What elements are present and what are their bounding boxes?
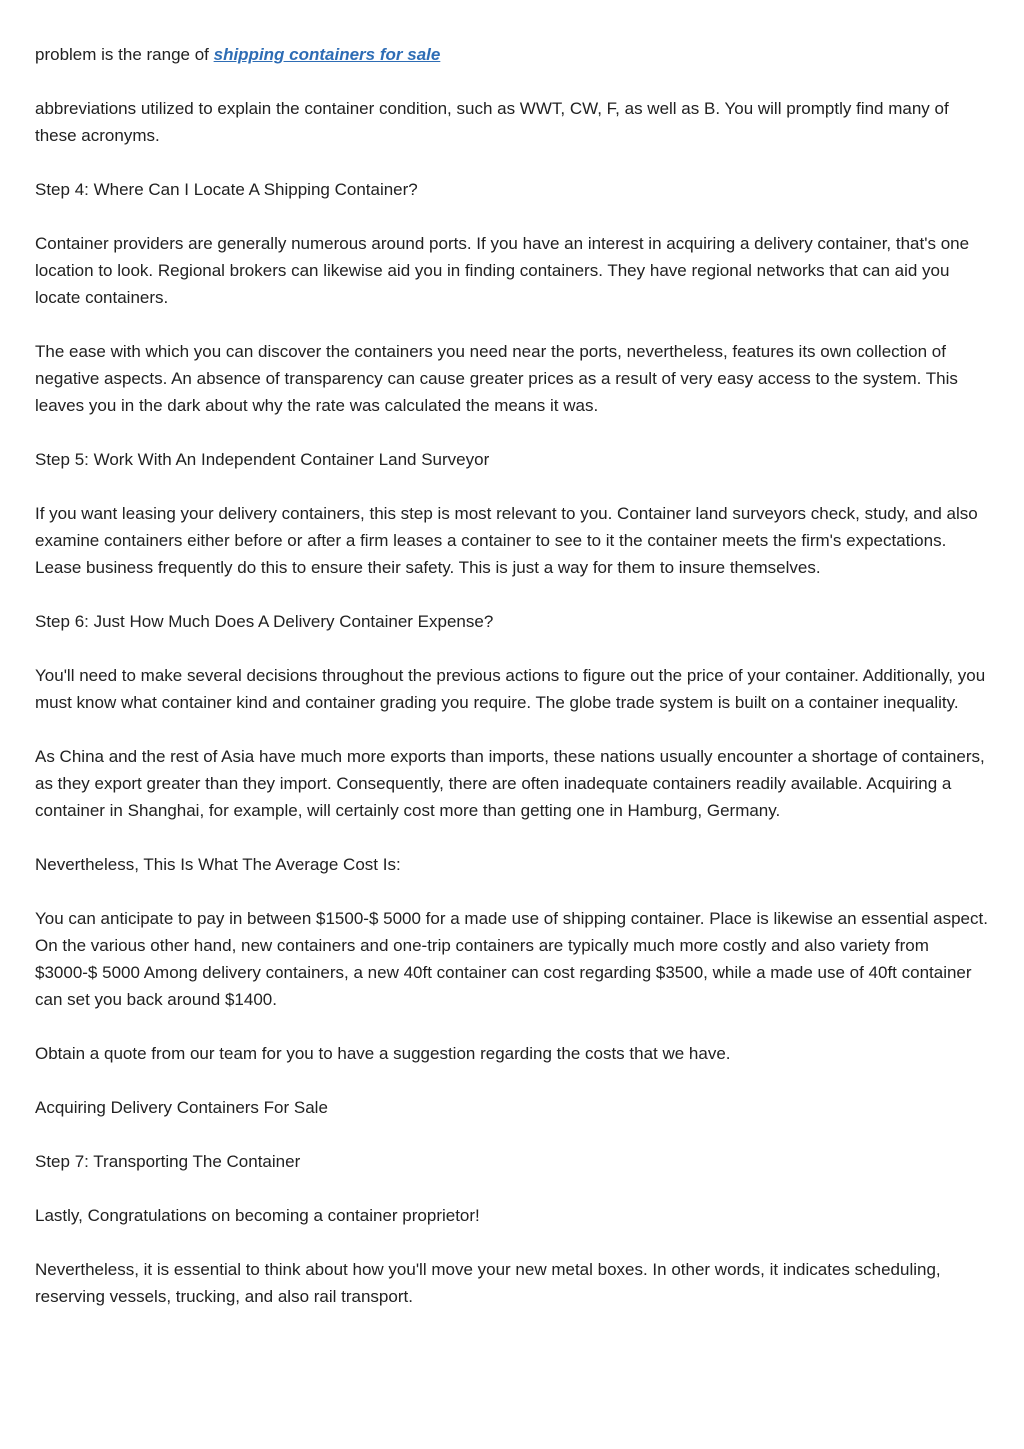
paragraph-obtain-quote: Obtain a quote from our team for you to have a suggestion regarding the costs that we have.	[35, 1044, 731, 1063]
intro-prefix-text: problem is the range of	[35, 45, 214, 64]
heading-step-5: Step 5: Work With An Independent Container Land Surveyor	[35, 450, 490, 469]
paragraph-container-providers: Container providers are generally numerous around ports. If you have an interest in acquiring a delivery container, that's one location to look. Regional brokers can likewise aid you in finding containers. They have regional networks that can aid you locate containers.	[35, 234, 970, 307]
paragraph-price-decisions: You'll need to make several decisions throughout the previous actions to figure out the price of your container. Additionally, you must know what container kind and container grading you require. The globe trade system is built on a container inequality.	[35, 666, 986, 712]
paragraph-congratulations: Lastly, Congratulations on becoming a container proprietor!	[35, 1206, 480, 1225]
heading-average-cost: Nevertheless, This Is What The Average Cost Is:	[35, 855, 401, 874]
paragraph-leasing-surveyors: If you want leasing your delivery containers, this step is most relevant to you. Container land surveyors check, study, and also examine containers either before or after a firm leases a container to see to it the container meets the firm's expectations. Lease business frequently do this to ensure their safety. This is just a way for them to insure themselves.	[35, 504, 978, 577]
paragraph-intro	[35, 41, 988, 68]
paragraph-china-exports: As China and the rest of Asia have much more exports than imports, these nations usually encounter a shortage of containers, as they export greater than they import. Consequently, there are often inadequate containers readily available. Acquiring a container in Shanghai, for example, will certainly cost more than getting one in Hamburg, Germany.	[35, 747, 985, 820]
shipping-containers-for-sale-link[interactable]: shipping containers for sale	[213, 45, 441, 64]
heading-step-4: Step 4: Where Can I Locate A Shipping Container?	[35, 180, 418, 199]
heading-step-6: Step 6: Just How Much Does A Delivery Container Expense?	[35, 612, 494, 631]
paragraph-transport-logistics: Nevertheless, it is essential to think about how you'll move your new metal boxes. In other words, it indicates scheduling, reserving vessels, trucking, and also rail transport.	[35, 1260, 941, 1306]
paragraph-abbreviations: abbreviations utilized to explain the container condition, such as WWT, CW, F, as well as B. You will promptly find many of these acronyms.	[35, 99, 949, 145]
paragraph-price-range: You can anticipate to pay in between $1500-$ 5000 for a made use of shipping container. Place is likewise an essential aspect. On the various other hand, new containers and one-trip containers are typically much more costly and also variety from $3000-$ 5000 Among delivery containers, a new 40ft container can cost regarding $3500, while a made use of 40ft container can set you back around $1400.	[35, 909, 988, 1009]
paragraph-ease-of-discovery: The ease with which you can discover the containers you need near the ports, nevertheless, features its own collection of negative aspects. An absence of transparency can cause greater prices as a result of very easy access to the system. This leaves you in the dark about why the rate was calculated the means it was.	[35, 342, 958, 415]
heading-step-7: Step 7: Transporting The Container	[35, 1152, 301, 1171]
heading-acquiring-containers: Acquiring Delivery Containers For Sale	[35, 1098, 328, 1117]
